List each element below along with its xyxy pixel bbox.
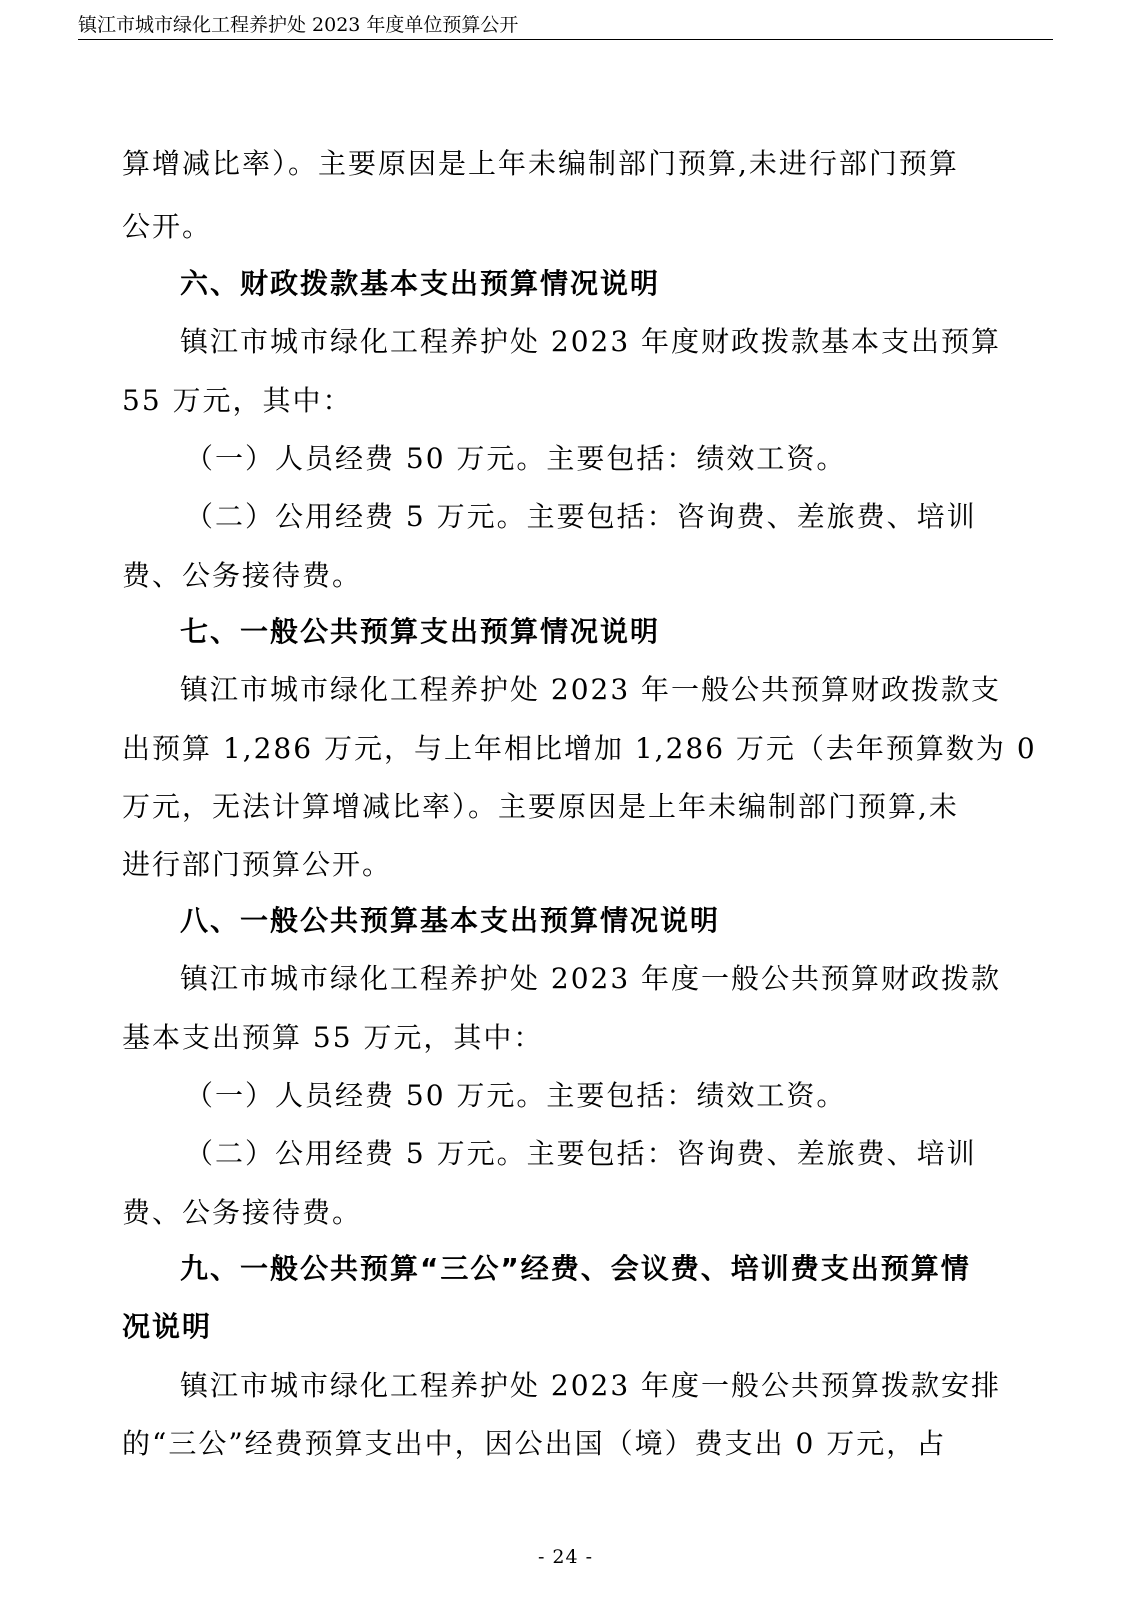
- body-line: 镇江市城市绿化工程养护处 2023 年度一般公共预算拨款安排: [180, 1369, 1002, 1402]
- body-line: 进行部门预算公开。: [122, 848, 393, 881]
- body-line: 万元，无法计算增减比率）。主要原因是上年未编制部门预算,未: [122, 790, 959, 823]
- body-line: 公开。: [122, 210, 213, 243]
- section-heading: 七、一般公共预算支出预算情况说明: [180, 615, 661, 648]
- page-number: - 24 -: [537, 1546, 594, 1568]
- section-heading: 九、一般公共预算“三公”经费、会议费、培训费支出预算情: [180, 1252, 971, 1285]
- body-line: 镇江市城市绿化工程养护处 2023 年度一般公共预算财政拨款: [180, 962, 1002, 995]
- body-line: 的“三公”经费预算支出中，因公出国（境）费支出 0 万元，占: [122, 1427, 947, 1460]
- body-line: 出预算 1,286 万元，与上年相比增加 1,286 万元（去年预算数为 0: [122, 732, 1037, 765]
- body-line: 费、公务接待费。: [122, 1196, 363, 1229]
- body-line: 算增减比率）。主要原因是上年未编制部门预算,未进行部门预算: [122, 147, 959, 180]
- header-divider: [78, 39, 1053, 40]
- body-line: （一）人员经费 50 万元。主要包括：绩效工资。: [185, 442, 847, 475]
- section-heading: 八、一般公共预算基本支出预算情况说明: [180, 904, 721, 937]
- body-line: 镇江市城市绿化工程养护处 2023 年一般公共预算财政拨款支: [180, 673, 1002, 706]
- body-line: 费、公务接待费。: [122, 559, 363, 592]
- body-line: （二）公用经费 5 万元。主要包括：咨询费、差旅费、培训: [185, 500, 977, 533]
- body-line: 基本支出预算 55 万元，其中：: [122, 1021, 544, 1054]
- page-header-title: 镇江市城市绿化工程养护处 2023 年度单位预算公开: [78, 14, 519, 36]
- body-line: （一）人员经费 50 万元。主要包括：绩效工资。: [185, 1079, 847, 1112]
- body-line: （二）公用经费 5 万元。主要包括：咨询费、差旅费、培训: [185, 1137, 977, 1170]
- body-line: 55 万元，其中：: [122, 384, 353, 417]
- section-heading: 六、财政拨款基本支出预算情况说明: [180, 267, 661, 300]
- body-line: 镇江市城市绿化工程养护处 2023 年度财政拨款基本支出预算: [180, 325, 1002, 358]
- section-heading: 况说明: [122, 1310, 213, 1343]
